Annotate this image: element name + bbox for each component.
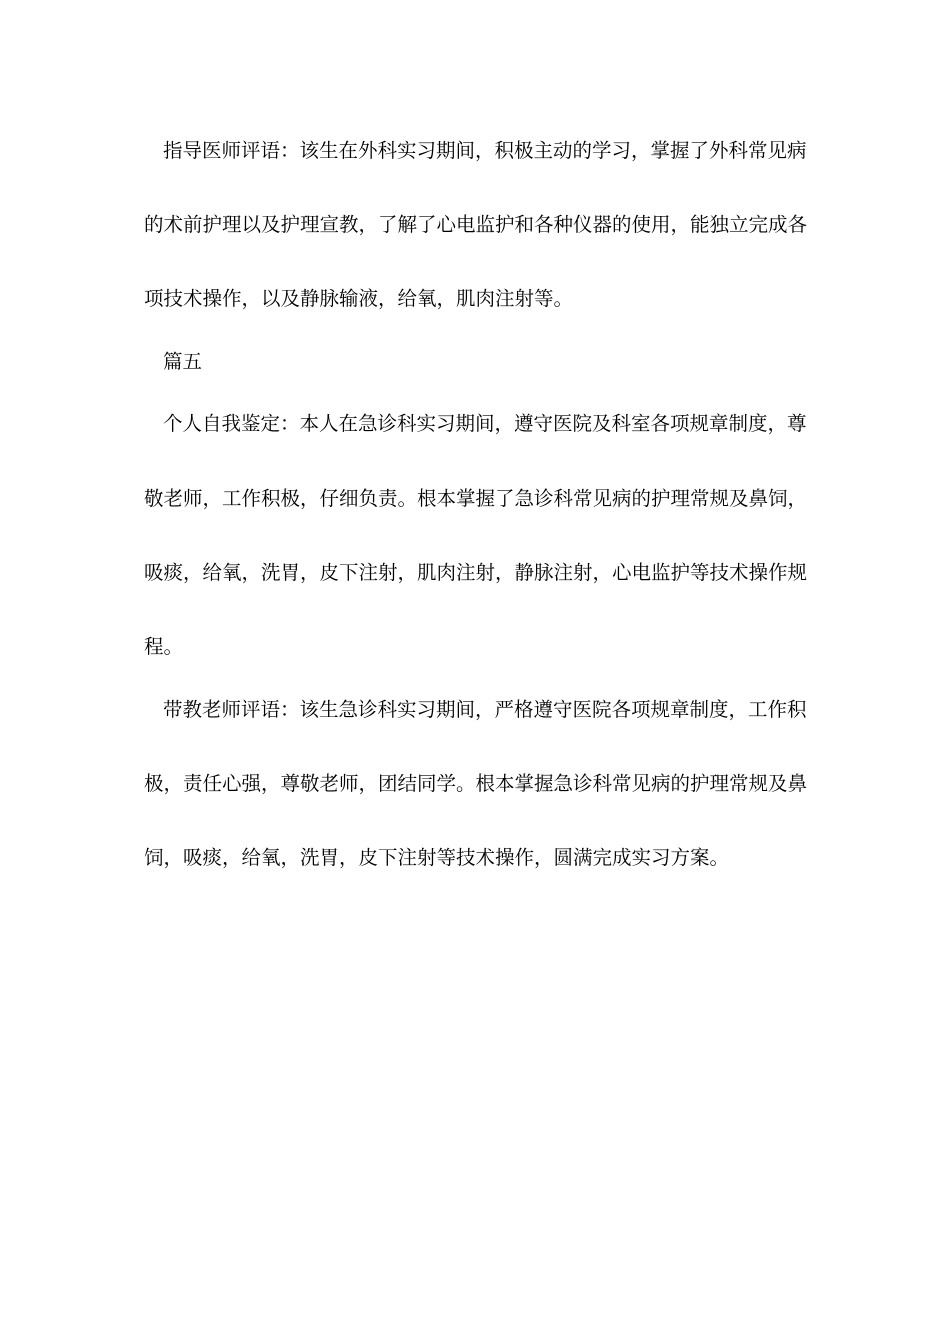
text-line: 敬老师，工作积极，仔细负责。根本掌握了急诊科常见病的护理常规及鼻饲， (144, 487, 808, 510)
section-heading: 篇五 (163, 350, 203, 373)
text-line: 程。 (144, 635, 184, 658)
text-line: 饲，吸痰，给氧，洗胃，皮下注射等技术操作，圆满完成实习方案。 (144, 846, 730, 869)
text-line: 的术前护理以及护理宣教，了解了心电监护和各种仪器的使用，能独立完成各 (144, 213, 808, 236)
text-line: 极，责任心强，尊敬老师，团结同学。根本掌握急诊科常见病的护理常规及鼻 (144, 772, 808, 795)
text-line: 个人自我鉴定：本人在急诊科实习期间，遵守医院及科室各项规章制度，尊 (163, 412, 807, 435)
text-line: 项技术操作，以及静脉输液，给氧，肌肉注射等。 (144, 287, 574, 310)
text-line: 指导医师评语：该生在外科实习期间，积极主动的学习，掌握了外科常见病 (163, 139, 807, 162)
text-line: 吸痰，给氧，洗胃，皮下注射，肌肉注射，静脉注射，心电监护等技术操作规 (144, 561, 808, 584)
text-line: 带教老师评语：该生急诊科实习期间，严格遵守医院各项规章制度，工作积 (163, 698, 807, 721)
